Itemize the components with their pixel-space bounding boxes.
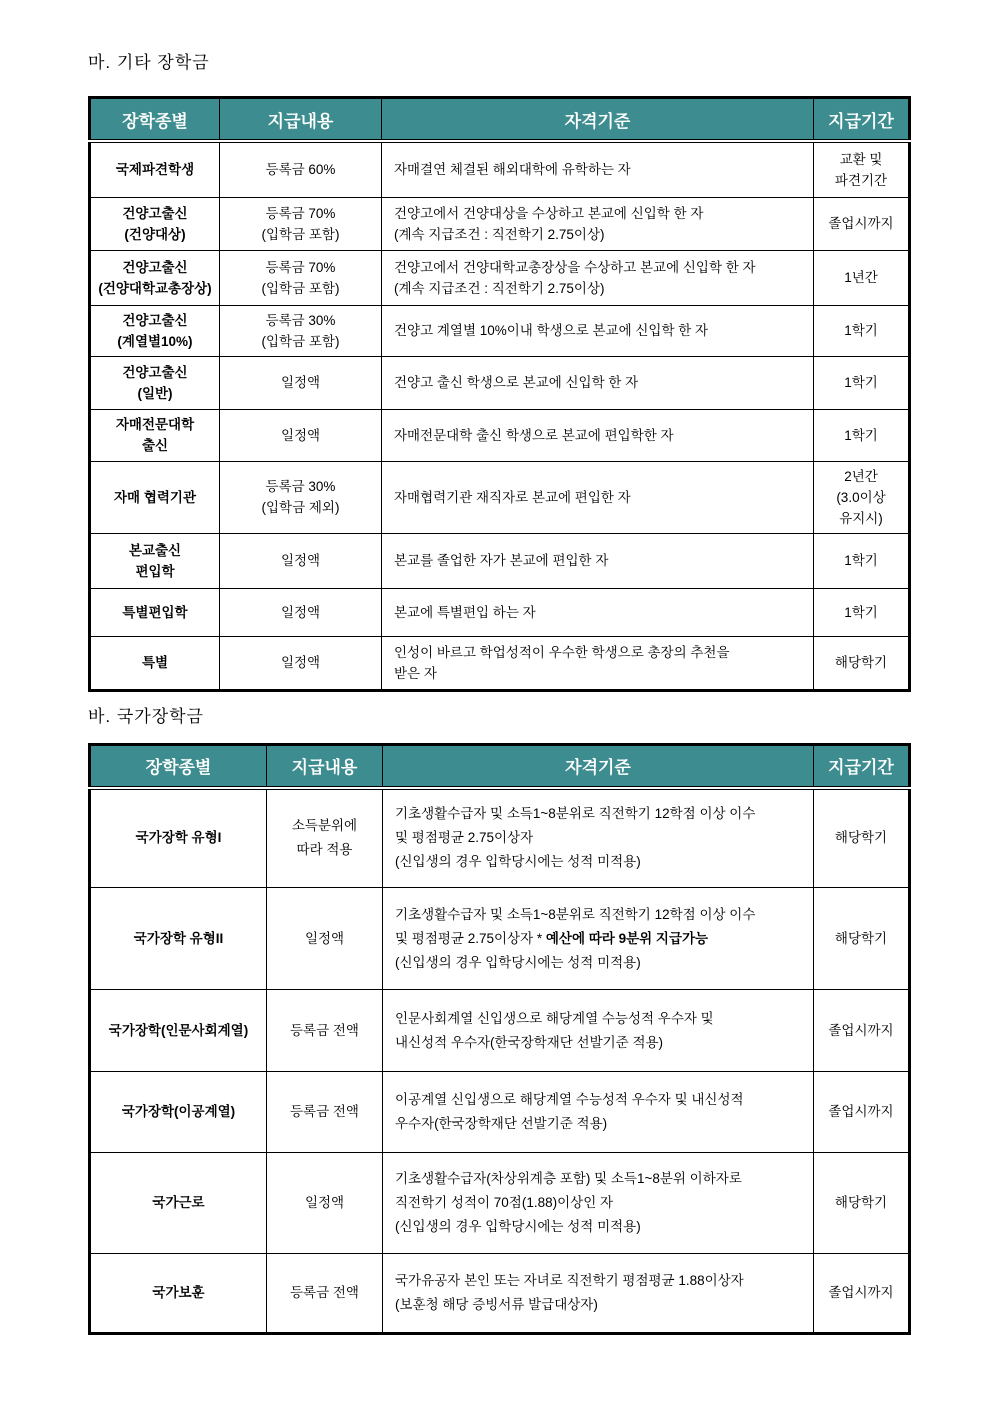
text-line: 인성이 바르고 학업성적이 우수한 학생으로 총장의 추천을 [394,644,730,660]
payment-content-cell [267,1072,383,1153]
table-row [90,461,910,533]
scholarship-type-cell [90,461,220,533]
criteria-cell [382,305,814,356]
text-line: 1학기 [844,553,878,568]
payment-content-cell [220,461,382,533]
text-line: (계열별10%) [117,333,193,349]
text-line: 등록금 전액 [290,1285,359,1300]
text-line: 해당학기 [834,655,888,670]
text-line: 졸업시까지 [828,1285,894,1300]
text-line: 등록금 70% [265,259,336,275]
text-line: 해당학기 [834,1195,888,1210]
text-line: 등록금 30% [265,312,336,328]
scholarship-type-cell [90,636,220,690]
text-line: 일정액 [280,553,321,568]
text-line: 1학기 [844,427,878,443]
payment-period-cell [814,533,910,588]
text-line: 특별 [141,655,169,670]
payment-content-cell [220,197,382,250]
text-line: (보훈청 해당 증빙서류 발급대상자) [395,1297,598,1312]
text-line: 국가장학(인문사회계열) [108,1022,249,1038]
text-line: 1학기 [844,604,878,620]
text-line: 파견기간 [834,172,888,188]
payment-content-cell [267,1254,383,1334]
text-line: 1학기 [844,375,878,390]
scholarship-type-cell [90,588,220,636]
text-line: 기초생활수급자 및 소득1~8분위로 직전학기 12학점 이상 이수 [395,906,756,922]
text-line: 우수자(한국장학재단 선발기준 적용) [395,1116,608,1131]
text-line: 이공계열 신입생으로 해당계열 수능성적 우수자 및 내신성적 [395,1092,744,1107]
scholarship-type-cell [90,250,220,305]
table-row [90,990,910,1072]
text-line: 국제파견학생 [115,162,195,178]
text-line: 국가근로 [152,1195,205,1210]
table-row [90,197,910,250]
text-line: 등록금 전액 [290,1022,359,1038]
text-line: (입학금 포함) [261,333,340,349]
criteria-cell [382,461,814,533]
text-line: 받은 자 [394,665,437,681]
payment-period-cell [814,1153,910,1254]
scholarship-type-cell [90,788,267,888]
column-header: 장학종별 [90,98,220,142]
text-line: 내신성적 우수자(한국장학재단 선발기준 적용) [395,1034,664,1050]
column-header: 자격기준 [383,744,814,788]
column-header: 지급내용 [267,744,383,788]
payment-period-cell [814,588,910,636]
text-line: 일정액 [280,604,321,620]
table-row [90,141,910,197]
scholarship-type-cell [90,888,267,990]
payment-content-cell [267,990,383,1072]
text-line: 교환 및 [839,151,883,167]
payment-content-cell [220,305,382,356]
payment-content-cell [267,788,383,888]
text-line: 기초생활수급자 및 소득1~8분위로 직전학기 12학점 이상 이수 [395,806,756,822]
text-line: (3.0이상 [836,489,886,505]
payment-period-cell [814,461,910,533]
text-line: (건양대상) [124,226,186,242]
text-line: 졸업시까지 [828,1104,894,1119]
text-line: 본교에 특별편입 하는 자 [394,604,536,620]
text-line: 일정액 [304,1195,345,1210]
payment-period-cell [814,788,910,888]
payment-content-cell [220,409,382,461]
text-line: 등록금 전액 [290,1104,359,1119]
text-line: 편입학 [135,563,175,579]
table-row [90,588,910,636]
payment-content-cell [220,250,382,305]
criteria-cell [382,588,814,636]
text-line: 건양고출신 [122,364,188,380]
scholarship-type-cell [90,305,220,356]
criteria-cell [383,788,814,888]
text-line [395,927,805,951]
text-line: (입학금 포함) [261,226,340,242]
text-line: 직전학기 성적이 70점(1.88)이상인 자 [395,1195,614,1210]
text-line: 건양고에서 건양대학교총장상을 수상하고 본교에 신입학 한 자 [394,259,756,275]
payment-period-cell [814,356,910,409]
payment-content-cell [220,636,382,690]
text-line: 졸업시까지 [828,1022,894,1038]
payment-content-cell [267,888,383,990]
text-line: 건양고출신 [122,205,188,221]
national-scholarships-table [88,743,911,1336]
criteria-cell [382,409,814,461]
text-line: 따라 적용 [296,842,353,858]
text-line: 1년간 [844,270,878,285]
payment-period-cell [814,141,910,197]
table-row [90,1254,910,1334]
criteria-cell [382,636,814,690]
text-line: 일정액 [304,930,345,946]
criteria-cell [382,250,814,305]
payment-period-cell [814,250,910,305]
column-header: 지급기간 [814,98,910,142]
text-line: 국가장학(이공계열) [121,1104,236,1119]
text-line: (신입생의 경우 입학당시에는 성적 미적용) [395,954,641,970]
section-heading-other-scholarships: 마. 기타 장학금 [88,53,210,72]
text-line: 건양고출신 [122,312,188,328]
text-line: (일반) [137,385,173,401]
text-line: (입학금 포함) [261,280,340,296]
table-row [90,533,910,588]
payment-period-cell [814,888,910,990]
table-row [90,305,910,356]
text-line: 건양고출신 [122,259,188,275]
payment-content-cell [220,588,382,636]
payment-content-cell [220,356,382,409]
payment-content-cell [267,1153,383,1254]
criteria-cell [383,888,814,990]
text-line: (입학금 제외) [261,500,340,515]
text-line: (계속 지급조건 : 직전학기 2.75이상) [394,280,605,296]
criteria-cell [382,197,814,250]
text-line: 국가유공자 본인 또는 자녀로 직전학기 평점평균 1.88이상자 [395,1273,744,1288]
scholarship-type-cell [90,990,267,1072]
criteria-cell [382,533,814,588]
scholarship-type-cell [90,1254,267,1334]
text-line: 자매결연 체결된 해외대학에 유학하는 자 [394,162,631,178]
column-header: 장학종별 [90,744,267,788]
scholarship-type-cell [90,356,220,409]
scholarship-type-cell [90,409,220,461]
payment-period-cell [814,197,910,250]
text-line: 등록금 70% [265,205,336,221]
text-line: 일정액 [280,427,321,443]
criteria-cell [382,356,814,409]
text-line: 기초생활수급자(차상위계층 포함) 및 소득1~8분위 이하자로 [395,1171,742,1186]
table-row [90,250,910,305]
text-line: 2년간 [844,468,878,484]
text-line: 해당학기 [834,930,888,946]
payment-period-cell [814,409,910,461]
scholarship-type-cell [90,141,220,197]
text-line: 본교를 졸업한 자가 본교에 편입한 자 [394,553,609,568]
criteria-cell [383,990,814,1072]
text-line: 졸업시까지 [828,216,894,231]
text-line: 일정액 [280,375,321,390]
text-line: 건양고 출신 학생으로 본교에 신입학 한 자 [394,375,639,390]
text-line: 자매협력기관 재직자로 본교에 편입한 자 [394,489,631,505]
text-run: 및 평점평균 2.75이상자 * [395,930,546,946]
text-line: 유지시) [839,510,883,526]
bold-text-run: 예산에 따라 9분위 지급가능 [545,930,709,946]
text-line: 및 평점평균 2.75이상자 [395,830,534,846]
text-line: (건양대학교총장상) [98,280,212,296]
table-row [90,1072,910,1153]
payment-content-cell [220,533,382,588]
text-line: 소득분위에 [291,818,358,834]
criteria-cell [383,1254,814,1334]
text-line: 특별편입학 [122,604,188,620]
text-line: 본교출신 [128,542,182,558]
text-line: (계속 지급조건 : 직전학기 2.75이상) [394,226,605,242]
table-row [90,1153,910,1254]
payment-period-cell [814,636,910,690]
scholarship-type-cell [90,1072,267,1153]
text-line: 해당학기 [834,830,888,846]
payment-content-cell [220,141,382,197]
text-line: 인문사회계열 신입생으로 해당계열 수능성적 우수자 및 [395,1010,714,1026]
text-line: 자매전문대학 출신 학생으로 본교에 편입학한 자 [394,427,674,443]
table-header-row [90,744,910,788]
text-line: 자매 협력기관 [114,489,196,505]
payment-period-cell [814,1254,910,1334]
column-header: 자격기준 [382,98,814,142]
table-row [90,636,910,690]
payment-period-cell [814,1072,910,1153]
text-line: 자매전문대학 [115,417,195,432]
table-header-row [90,98,910,142]
section-heading-national-scholarships: 바. 국가장학금 [88,706,204,726]
criteria-cell [383,1153,814,1254]
criteria-cell [382,141,814,197]
table-row [90,356,910,409]
text-line: 1학기 [844,323,878,338]
column-header: 지급내용 [220,98,382,142]
text-line: 건양고 계열별 10%이내 학생으로 본교에 신입학 한 자 [394,323,709,338]
scholarship-type-cell [90,197,220,250]
text-line: 국가보훈 [152,1285,205,1300]
text-line: 국가장학 유형II [133,930,224,946]
table-row [90,788,910,888]
other-scholarships-table [88,96,911,692]
text-line: 건양고에서 건양대상을 수상하고 본교에 신입학 한 자 [394,205,704,221]
text-line: 일정액 [280,655,321,670]
text-line: 출신 [141,438,169,453]
table-row [90,409,910,461]
text-line: (신입생의 경우 입학당시에는 성적 미적용) [395,854,641,870]
scholarship-type-cell [90,1153,267,1254]
text-line: 국가장학 유형I [135,830,222,846]
column-header: 지급기간 [814,744,910,788]
text-line: 등록금 30% [265,479,336,494]
table-row [90,888,910,990]
text-line: (신입생의 경우 입학당시에는 성적 미적용) [395,1219,641,1234]
payment-period-cell [814,990,910,1072]
scholarship-type-cell [90,533,220,588]
criteria-cell [383,1072,814,1153]
payment-period-cell [814,305,910,356]
text-line: 등록금 60% [265,162,336,178]
